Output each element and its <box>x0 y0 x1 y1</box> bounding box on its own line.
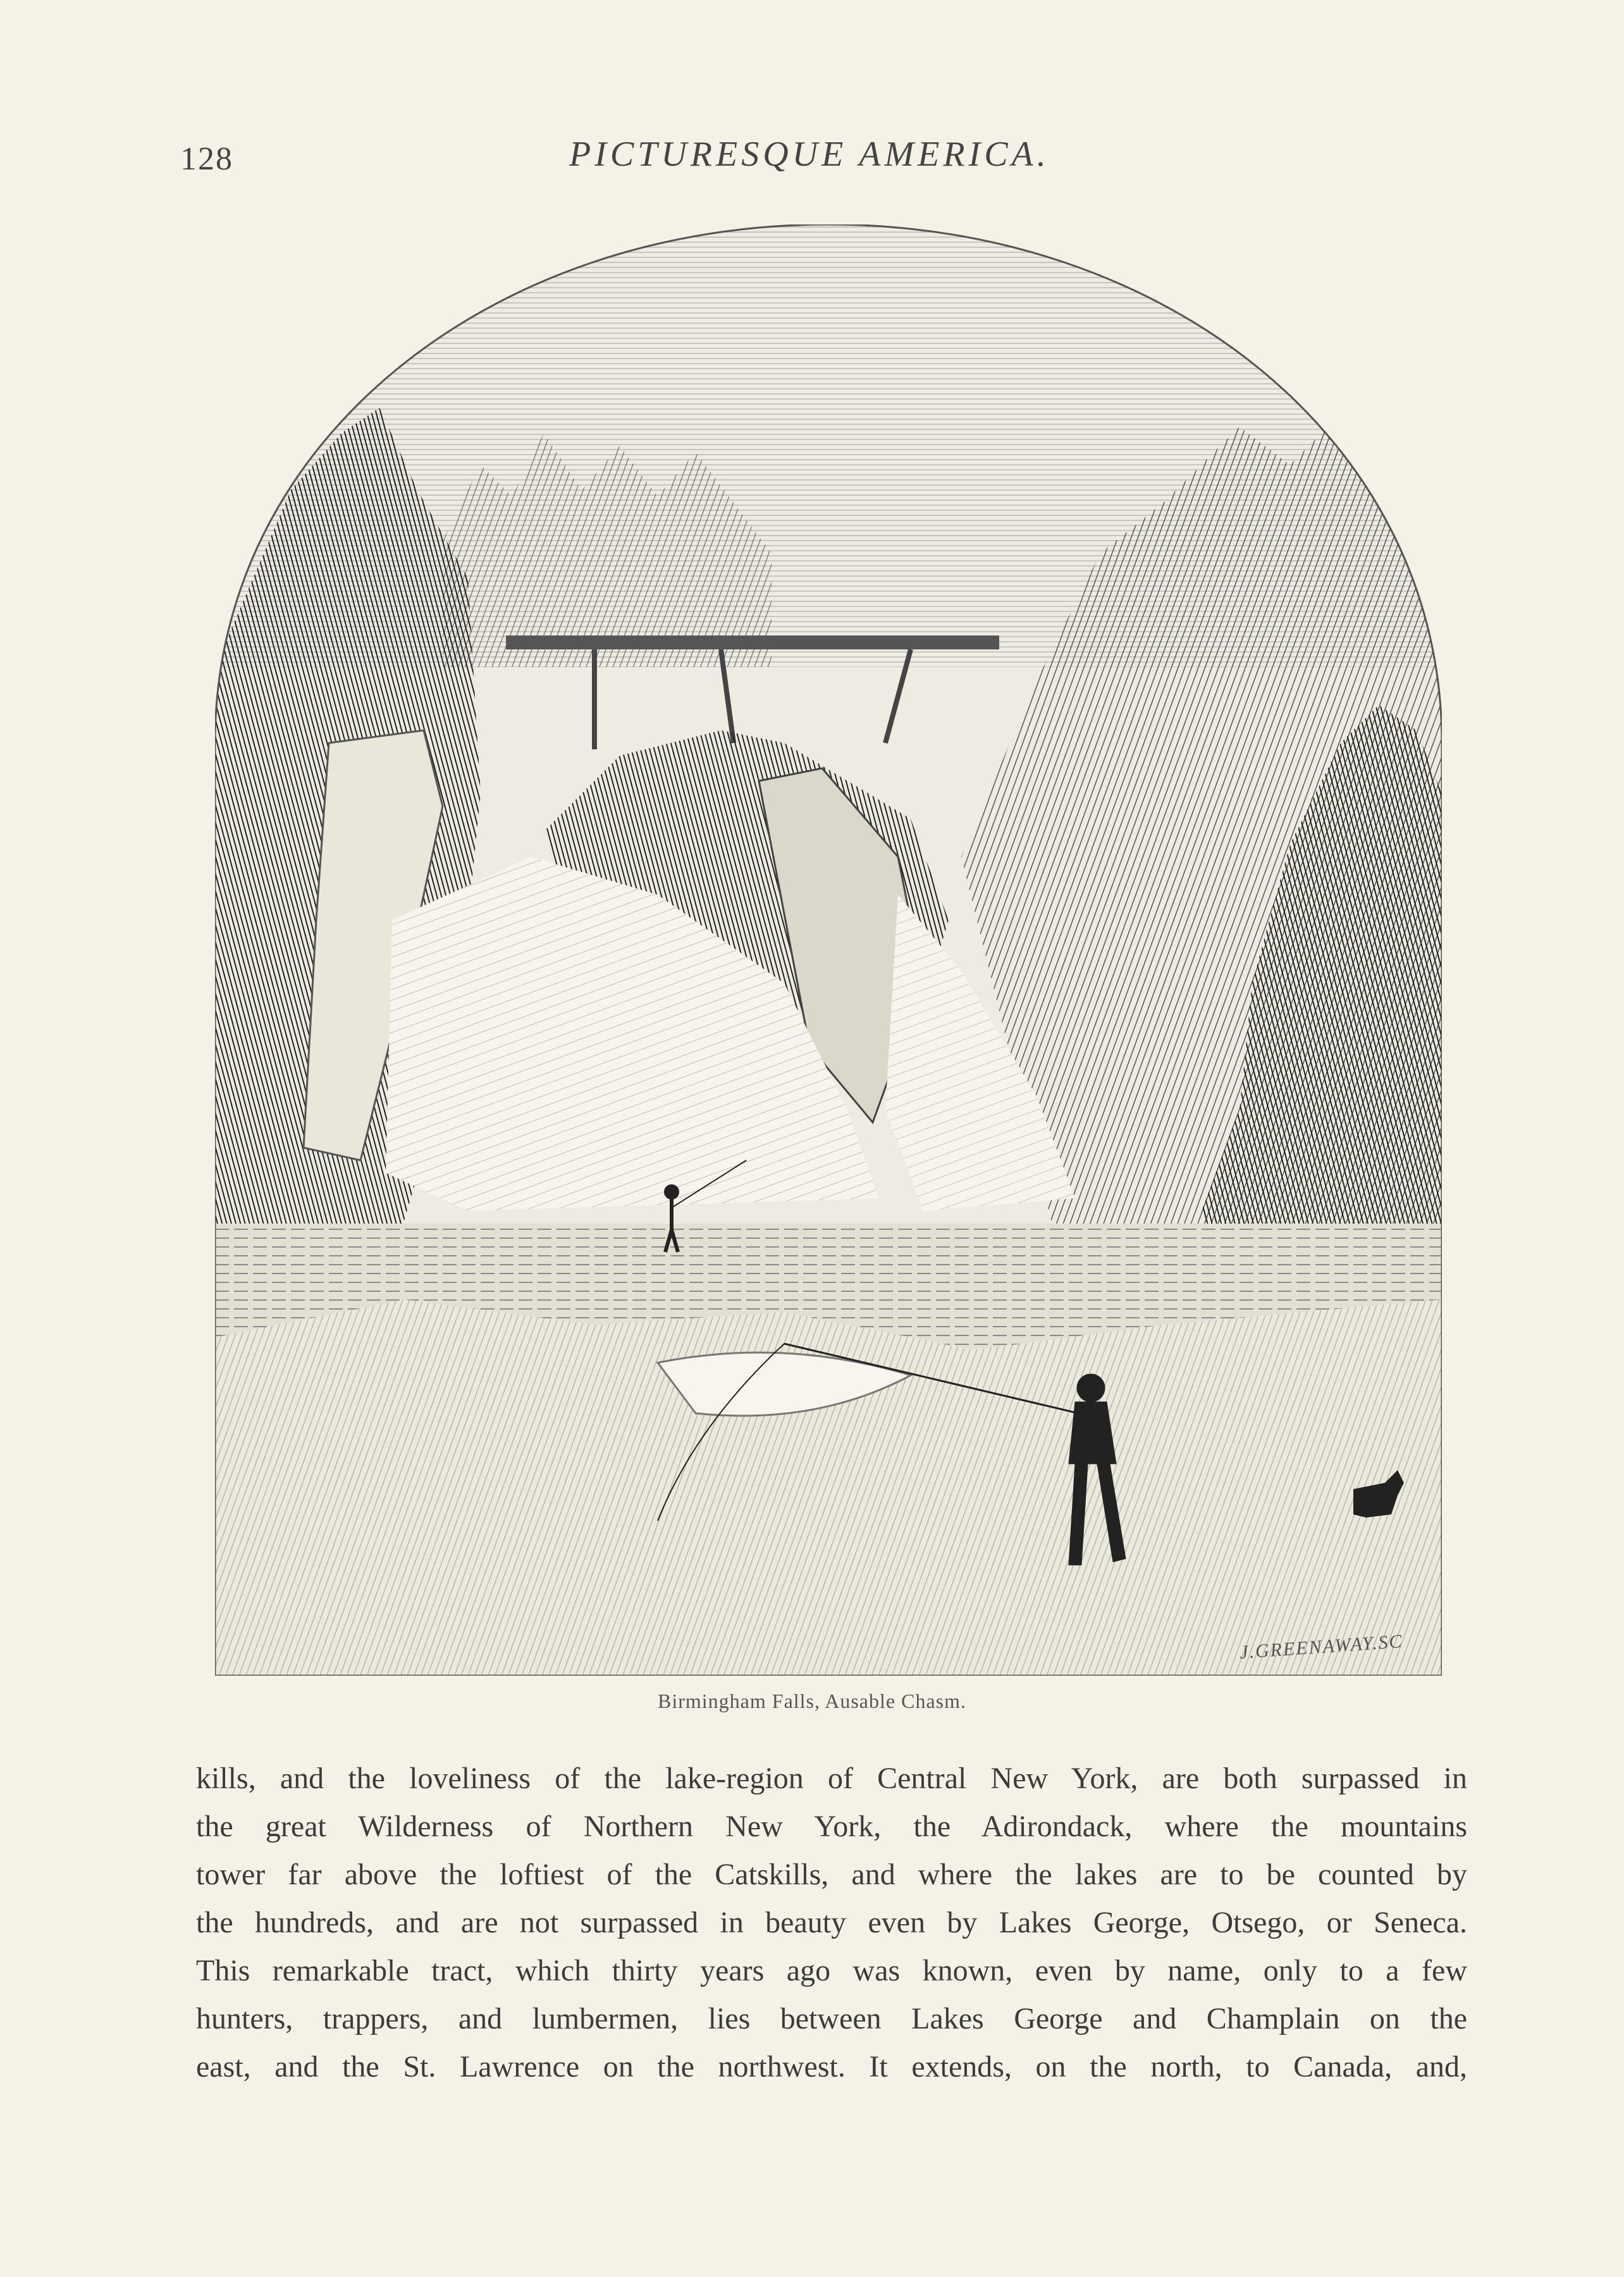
text-line: kills, and the loveliness of the lake-region of Central New York, are both surpassed in <box>196 1762 1467 1795</box>
waterfall-engraving <box>215 224 1442 1676</box>
engraving-illustration <box>215 224 1442 1676</box>
text-line: tower far above the loftiest of the Catskills, and where the lakes are to be counted by <box>196 1858 1467 1891</box>
running-title: PICTURESQUE AMERICA. <box>569 135 1050 174</box>
text-line: This remarkable tract, which thirty years ago was known, even by name, only to a few <box>196 1954 1467 1987</box>
text-line: east, and the St. Lawrence on the northwest. It extends, on the north, to Canada, and, <box>196 2050 1467 2084</box>
engraver-signature: J.GREENAWAY.SC <box>1239 1631 1404 1663</box>
page-number: 128 <box>180 141 233 177</box>
body-text <box>196 1755 1467 2091</box>
text-line: the great Wilderness of Northern New York, the Adirondack, where the mountains <box>196 1810 1467 1843</box>
text-line: hunters, trappers, and lumbermen, lies between Lakes George and Champlain on the <box>196 2002 1467 2035</box>
text-line: the hundreds, and are not surpassed in beauty even by Lakes George, Otsego, or Seneca. <box>196 1906 1467 1939</box>
figure-caption: Birmingham Falls, Ausable Chasm. <box>658 1690 966 1712</box>
